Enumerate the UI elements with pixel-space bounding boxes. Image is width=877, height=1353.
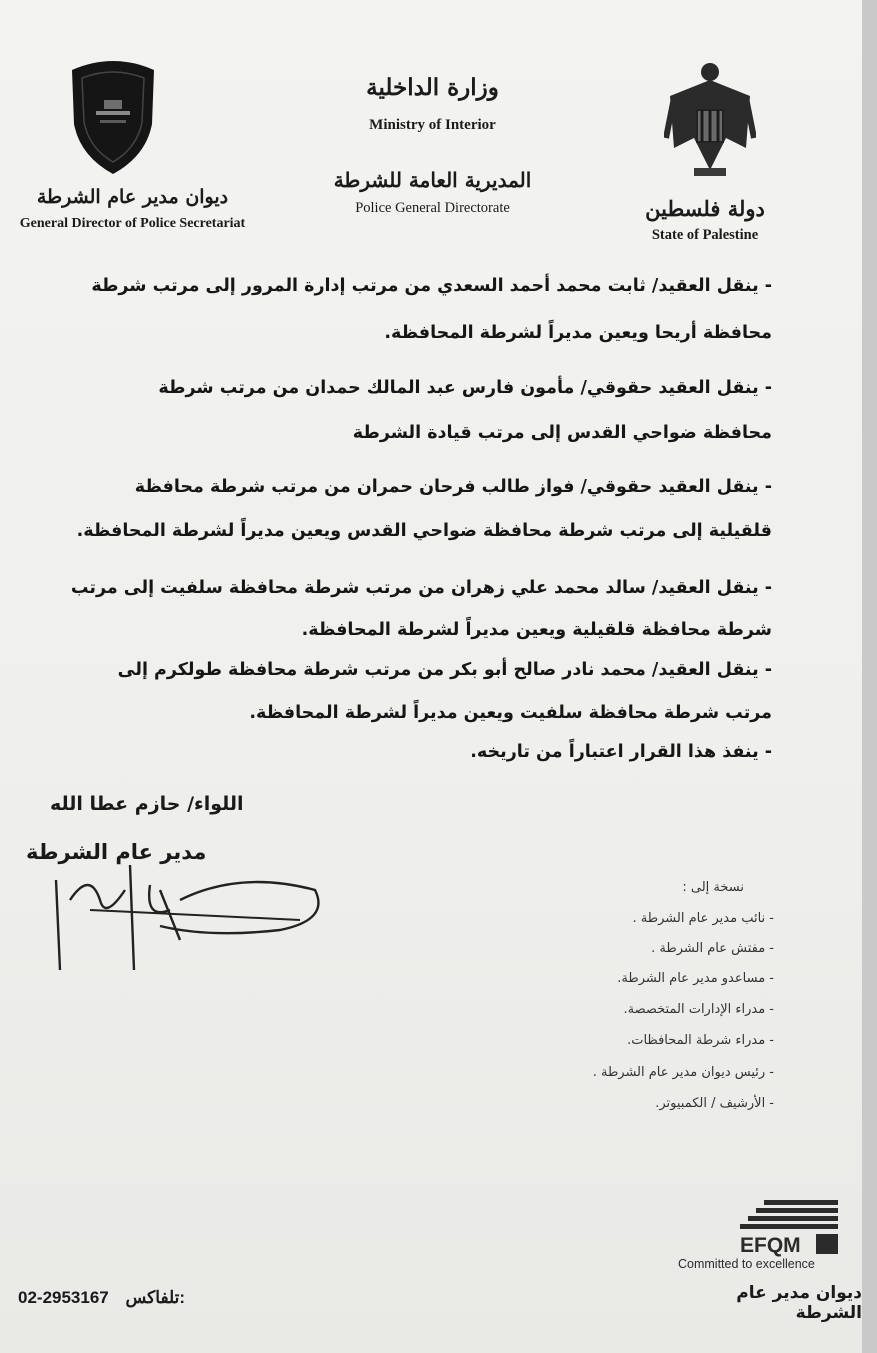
efqm-tagline: Committed to excellence (678, 1257, 815, 1271)
secretariat-arabic: ديوان مدير عام الشرطة (36, 186, 229, 208)
directorate-english: Police General Directorate (355, 200, 510, 216)
decision-line: - ينفذ هذا القرار اعتباراً من تاريخه. (470, 742, 772, 762)
decision-line: - ينقل العقيد/ ثابت محمد أحمد السعدي من مرتب إدارة المرور إلى مرتب شرطة (91, 276, 772, 296)
header-center (300, 74, 565, 217)
decision-line: محافظة ضواحي القدس إلى مرتب قيادة الشرطة (352, 423, 772, 443)
decision-line: - ينقل العقيد حقوقي/ فواز طالب فرحان حمران من مرتب شرطة محافظة (134, 477, 772, 497)
efqm-text: EFQM (740, 1234, 801, 1257)
decision-line: - ينقل العقيد/ محمد نادر صالح أبو بكر من مرتب شرطة محافظة طولكرم إلى (117, 660, 772, 680)
directorate-arabic: المديرية العامة للشرطة (333, 168, 532, 192)
signatory-title: مدير عام الشرطة (26, 840, 207, 864)
decision-line: مرتب شرطة محافظة سلفيت ويعين مديراً لشرطة المحافظة. (249, 703, 772, 723)
state-english: State of Palestine (651, 227, 759, 243)
header-left (0, 186, 265, 232)
copies-item: - مدراء شرطة المحافظات. (627, 1033, 774, 1048)
state-arabic: دولة فلسطين (645, 196, 765, 221)
copies-item: - الأرشيف / الكمبيوتر. (655, 1096, 774, 1111)
handwritten-signature (30, 860, 330, 980)
fax-row (18, 1288, 185, 1308)
fax-number: 02-2953167 (18, 1288, 109, 1307)
ministry-arabic: وزارة الداخلية (366, 74, 499, 101)
copies-item: - رئيس ديوان مدير عام الشرطة . (592, 1065, 774, 1080)
decision-line: - ينقل العقيد حقوقي/ مأمون فارس عبد المالك حمدان من مرتب شرطة (158, 378, 772, 398)
secretariat-english: General Director of Police Secretariat (19, 216, 246, 231)
page-edge (862, 0, 877, 1353)
header-right (620, 196, 790, 244)
copies-item: - مدراء الإدارات المتخصصة. (623, 1002, 774, 1017)
signatory-name: اللواء/ حازم عطا الله (50, 793, 244, 815)
police-shield-logo (66, 56, 160, 176)
copies-item: - نائب مدير عام الشرطة . (632, 911, 774, 926)
footer-office: ديوان مدير عام الشرطة (736, 1283, 862, 1323)
copies-heading: نسخة إلى : (682, 880, 744, 895)
decision-line: قلقيلية إلى مرتب شرطة محافظة ضواحي القدس ويعين مديراً لشرطة المحافظة. (76, 521, 772, 541)
palestine-eagle-emblem (664, 58, 756, 184)
decision-line: شرطة محافظة قلقيلية ويعين مديراً لشرطة المحافظة. (301, 620, 772, 640)
decision-line: - ينقل العقيد/ سالد محمد علي زهران من مرتب شرطة محافظة سلفيت إلى مرتب (70, 578, 772, 598)
efqm-logo (738, 1200, 848, 1260)
decision-line: محافظة أريحا ويعين مديراً لشرطة المحافظة. (384, 323, 772, 343)
ministry-english: Ministry of Interior (369, 117, 496, 133)
fax-label: تلفاكس: (125, 1288, 186, 1307)
copies-item: - مفتش عام الشرطة . (651, 941, 774, 956)
copies-item: - مساعدو مدير عام الشرطة. (617, 971, 774, 986)
